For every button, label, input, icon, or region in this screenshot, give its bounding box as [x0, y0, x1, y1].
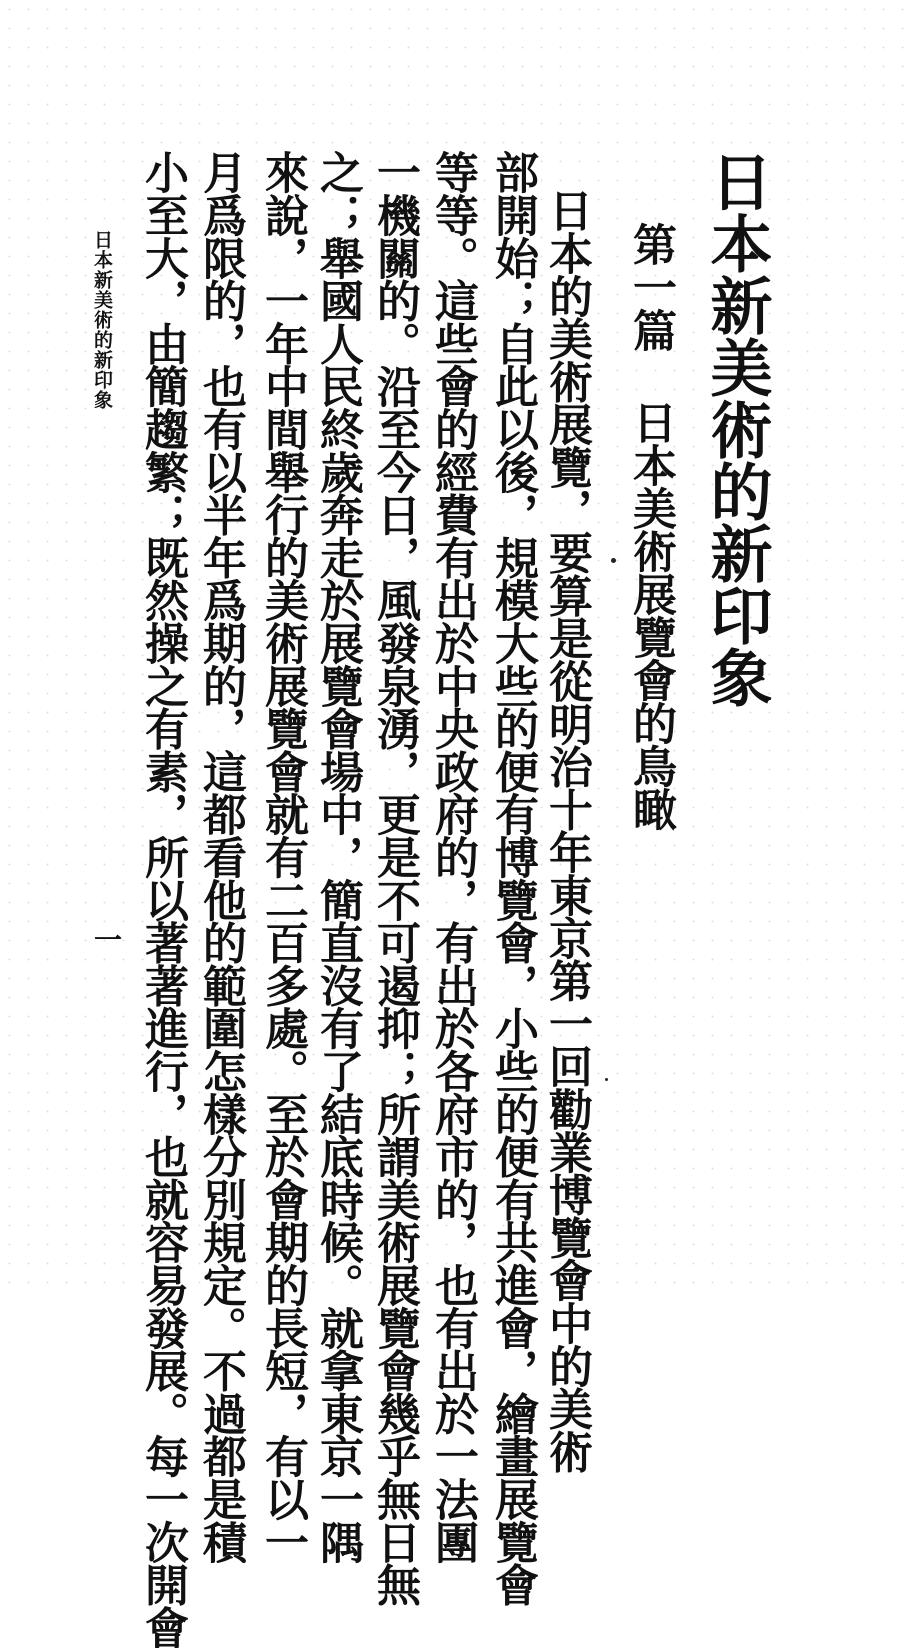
running-head: 日本新美術的新印象	[91, 230, 113, 410]
text-column-8: 小至大，由簡趨繁；既然操之有素，所以著著進行，也就容易發展。每一次開會	[137, 150, 188, 1648]
text-column-7: 月爲限的，也有以半年爲期的，這都看他的範圍怎樣分別規定。不過都是積	[195, 150, 246, 1563]
chapter-title: 日本美術展覽會的鳥瞰	[625, 400, 676, 830]
text-column-2: 部開始；自此以後，規模大些的便有博覽會，小些的便有共進會，繪畫展覽會	[487, 150, 538, 1606]
text-column-1: 日本的美術展覽，要算是從明治十年東京第一回勸業博覽會中的美術	[541, 188, 592, 1473]
text-column-4: 一機關的。沿至今日，風發泉湧，更是不可遏抑；所謂美術展覽會幾乎無日無	[369, 150, 420, 1606]
scan-speck	[611, 558, 616, 563]
scan-speck	[605, 1078, 608, 1081]
text-column-6: 來說，一年中間舉行的美術展覽會就有二百多處。至於會期的長短，有以一	[257, 150, 308, 1563]
book-title: 日本新美術的新印象	[700, 150, 773, 708]
chapter-number: 第一篇	[625, 222, 676, 351]
page-number: 一	[90, 925, 123, 953]
text-column-5: 之；舉國人民終歲奔走於展覽會場中，簡直沒有了結底時候。就拿東京一隅	[312, 150, 363, 1563]
text-column-3: 等等。這些會的經費有出於中央政府的，有出於各府市的，也有出於一法團	[427, 150, 478, 1563]
